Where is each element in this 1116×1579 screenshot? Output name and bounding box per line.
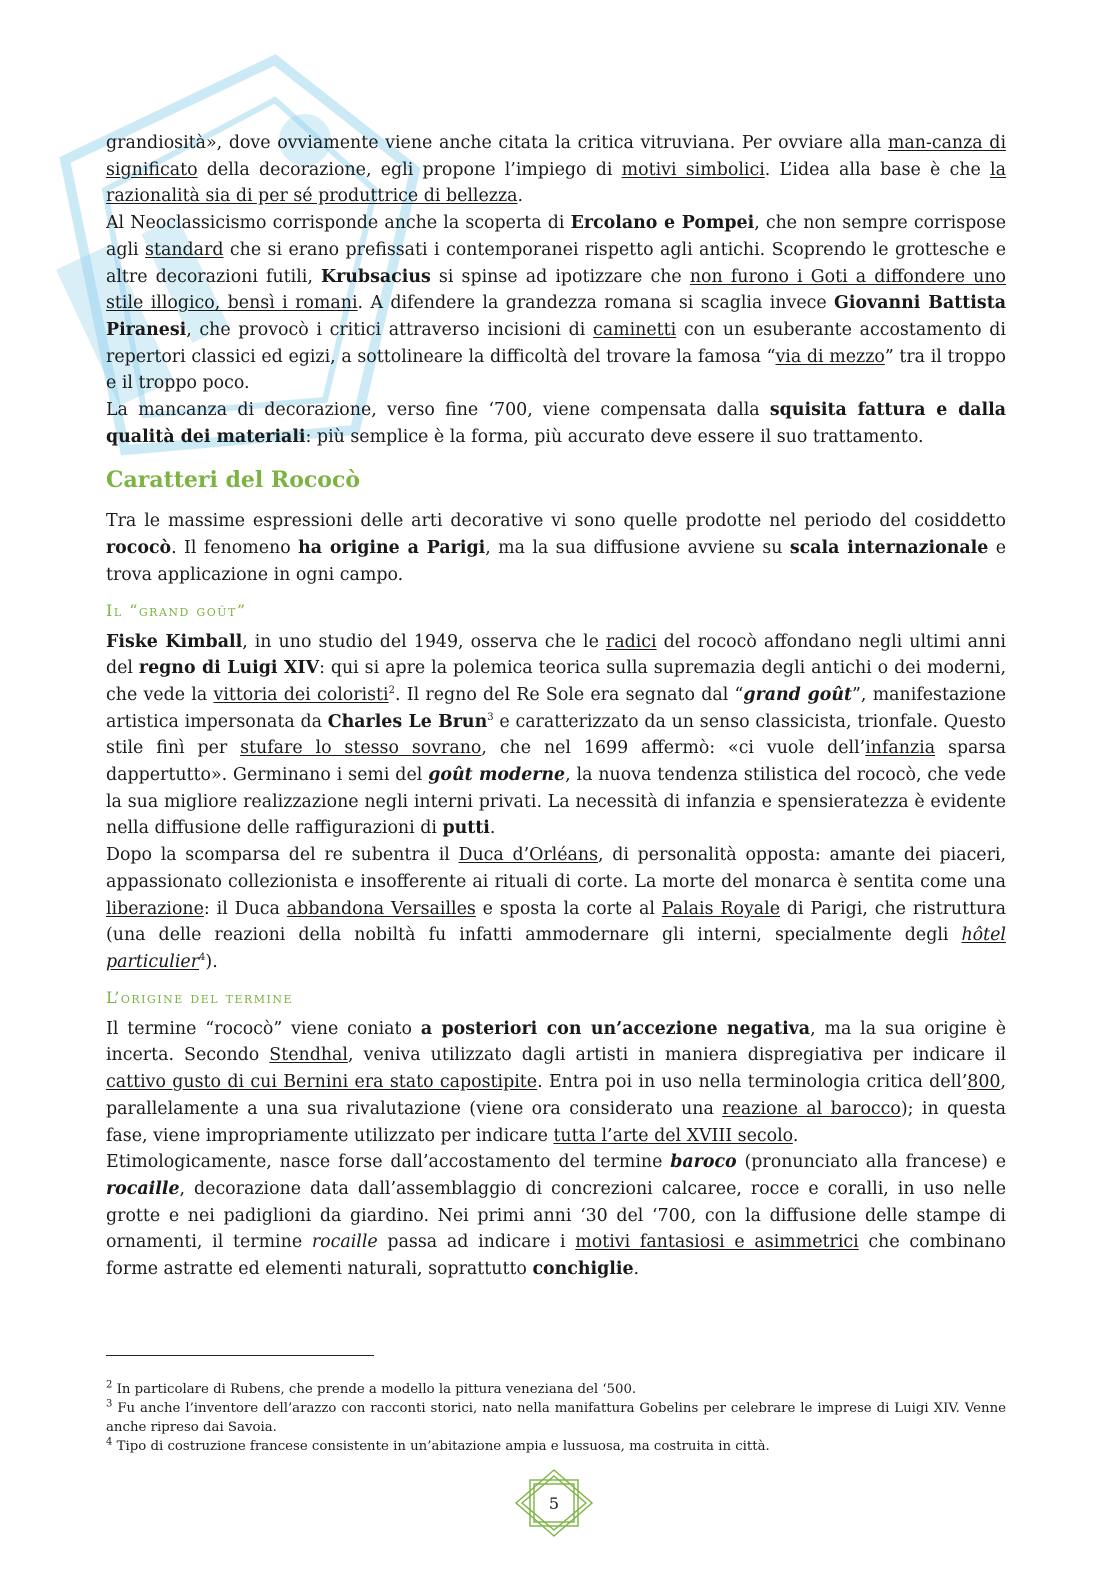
footnote: $^3$ Fu anche l’inventore dell’arazzo con racconti storici, nato nella manifattura Gobelins per celebrare le imprese di Luigi XIV. Venne anche ripreso dai Savoia. (106, 1398, 1007, 1435)
text-run: , di personalità opposta: amante dei piaceri, appassionato collezionista e insofferente ai rituali di corte. La morte del monarca è sentita come una (106, 845, 1007, 892)
footnote-divider (106, 1355, 374, 1356)
text-run: ”, manifestazione artistica impersonata da (106, 684, 1007, 732)
paragraph (106, 842, 1006, 976)
text-run: con un esuberante accostamento di repertori classici ed egizi, a sottolineare la difficoltà del trovare la famosa “ (106, 319, 1006, 367)
text-run: ha origine a Parigi (298, 538, 486, 559)
page-content (106, 130, 1006, 1283)
text-run: . (792, 1125, 799, 1146)
text-run: rocaille (311, 1232, 378, 1253)
text-run: Ercolano e Pompei (570, 213, 755, 234)
text-run: , in uno studio del 1949, osserva che le (242, 631, 606, 652)
text-run: . (489, 818, 496, 839)
text-run: infanzia (865, 738, 936, 759)
text-run: : qui si apre la polemica teorica sulla supremazia degli antichi o dei moderni, che vede la (106, 658, 1006, 705)
text-run: non furono i Goti a diffondere uno stile illogico, bensì i romani (106, 266, 1007, 314)
footnote-ref: 3 (487, 711, 494, 723)
text-run: rococò (106, 538, 172, 559)
text-run: Il termine “rococò” viene coniato (106, 1018, 421, 1039)
subsection-title: L’origine del termine (106, 987, 294, 1007)
text-run: si spinse ad ipotizzare che (430, 266, 690, 287)
text-run: , che provocò i critici attraverso incisioni di (186, 319, 593, 340)
text-run: . (633, 1259, 640, 1280)
footnote: $^2$ In particolare di Rubens, che prende a modello la pittura veneziana del ‘500. (106, 1379, 637, 1397)
text-run: motivi simbolici (621, 159, 765, 180)
text-run: Palais Royale (661, 898, 781, 919)
text-run: Al Neoclassicismo corrisponde anche la scoperta di (106, 213, 571, 234)
paragraph (106, 210, 1006, 397)
text-run: , parallelamente a una sua rivalutazione (viene ora considerato una (106, 1072, 1006, 1119)
paragraph (106, 397, 1006, 450)
text-run: scala internazionale (789, 538, 989, 559)
text-run: hôtel particulier (106, 925, 1006, 972)
text-run: reazione al barocco (722, 1098, 901, 1119)
text-run: standard (145, 239, 224, 260)
text-run: squisita fattura e dalla qualità dei materiali (106, 400, 1006, 447)
text-run: grandiosità», dove ovviamente viene anche citata la critica vitruviana. Per ovviare alla (106, 133, 888, 153)
paragraph (106, 1149, 1006, 1283)
text-run: che combinano forme astratte ed elementi naturali, soprattutto (106, 1232, 1007, 1280)
text-run: . A difendere la grandezza romana si scaglia invece (357, 293, 835, 314)
text-run: ” tra il troppo e il troppo poco. (106, 346, 1006, 394)
text-run: goût moderne (428, 765, 566, 786)
text-run: Dopo la scomparsa del re subentra il (106, 845, 459, 866)
text-run: via di mezzo (775, 346, 885, 367)
text-run: liberazione (106, 898, 204, 919)
text-run: . L’idea alla base è che (764, 159, 991, 180)
text-run: motivi fantasiosi e asimmetrici (575, 1232, 859, 1253)
text-run: Duca d’Orléans (458, 845, 599, 866)
text-run: stufare lo stesso sovrano (240, 738, 482, 759)
text-run: Giovanni Battista Piranesi (106, 293, 1006, 340)
text-run: Etimologicamente, nasce forse dall’accostamento del termine (106, 1152, 671, 1173)
text-run: Fiske Kimball (106, 631, 243, 652)
text-run: . Entra poi in uso nella terminologia critica dell’ (537, 1072, 968, 1093)
text-run: Tra le massime espressioni delle arti decorative vi sono quelle prodotte nel periodo del cosiddetto (106, 511, 1006, 532)
text-run: sparsa dappertutto». Germinano i semi del (106, 738, 1006, 786)
text-run: baroco (670, 1152, 737, 1173)
page-number-badge (508, 1468, 600, 1538)
footnote-ref: 2 (388, 685, 395, 697)
text-run: 800 (967, 1072, 1001, 1093)
text-run: la razionalità sia di per sé produttrice di bellezza (106, 159, 1006, 207)
text-run: La mancanza di decorazione, verso fine ‘700, viene compensata dalla (106, 400, 770, 421)
text-run: , decorazione data dall’assemblaggio di concrezioni calcaree, rocce e coralli, in uso nelle grotte e nei padiglioni da giardino. Nei primi anni ‘30 del ‘700, con la diffusione delle stampe di ornamenti, il termine (106, 1178, 1006, 1253)
footnotes (106, 1380, 1006, 1456)
text-run: ); in questa fase, viene impropriamente utilizzato per indicare (106, 1098, 1006, 1146)
text-run: , ma la sua origine è incerta. Secondo (106, 1018, 1006, 1066)
text-run: man-canza di significato (106, 133, 1006, 180)
section-title: Caratteri del Rococò (106, 467, 361, 494)
text-run: radici (605, 631, 657, 652)
text-run: , che nel 1699 affermò: «ci vuole dell’ (481, 738, 866, 759)
text-run: del rococò affondano negli ultimi anni del (106, 631, 1006, 679)
text-run: regno di Luigi XIV (138, 658, 320, 679)
footnote-ref: 4 (199, 952, 206, 964)
text-run: grand goût (743, 684, 853, 705)
text-run: Charles Le Brun (327, 711, 488, 732)
text-run: , ma la sua diffusione avviene su (485, 538, 790, 559)
text-run: vittoria dei coloristi (213, 684, 389, 705)
text-run: e sposta la corte al (475, 898, 662, 919)
text-run: rocaille (106, 1178, 180, 1199)
page-number: 5 (548, 1493, 560, 1513)
text-run: tutta l’arte del XVIII secolo (553, 1125, 793, 1146)
paragraph (106, 130, 1006, 210)
text-run: . Il fenomeno (171, 538, 299, 559)
text-run: . (517, 186, 524, 207)
paragraph (106, 629, 1006, 843)
text-run: : più semplice è la forma, più accurato deve essere il suo trattamento. (305, 426, 924, 447)
paragraph (106, 1016, 1006, 1150)
text-run: : il Duca (203, 898, 287, 919)
text-run: . Il regno del Re Sole era segnato dal “ (394, 684, 744, 705)
text-run: , che non sempre corrispose agli (106, 213, 1006, 260)
intro-paragraphs (106, 130, 1006, 450)
text-run: conchiglie (532, 1259, 634, 1280)
text-run: che si erano prefissati i contemporanei rispetto agli antichi. Scoprendo le grottesche e altre decorazioni futili, (106, 239, 1006, 287)
subsection-title: Il “grand goût” (106, 600, 247, 620)
text-run: e caratterizzato da un senso classicista, trionfale. Questo stile finì per (106, 711, 1006, 759)
text-run: abbandona Versailles (286, 898, 476, 919)
text-run: ). (205, 951, 218, 972)
paragraph (106, 508, 1006, 588)
text-run: putti (442, 818, 490, 839)
text-run: e trova applicazione in ogni campo. (106, 538, 1006, 585)
text-run: , la nuova tendenza stilistica del rococò, che vede la sua migliore realizzazione negli interni privati. La necessità di infanzia e spensieratezza è evidente nella diffusione delle raffigurazioni di (106, 765, 1007, 839)
text-run: passa ad indicare i (377, 1232, 576, 1253)
footnote: $^4$ Tipo di costruzione francese consistente in un’abitazione ampia e lussuosa, ma costruita in città. (106, 1436, 770, 1454)
text-run: Stendhal (269, 1045, 348, 1066)
text-run: caminetti (592, 319, 677, 340)
text-run: (pronunciato alla francese) e (736, 1152, 1006, 1173)
text-run: cattivo gusto di cui Bernini era stato capostipite (106, 1072, 538, 1093)
text-run: Krubsacius (321, 266, 431, 287)
text-run: , veniva utilizzato dagli artisti in maniera dispregiativa per indicare il (347, 1045, 1007, 1066)
text-run: di Parigi, che ristruttura (una delle reazioni della nobiltà fu infatti ammodernare gli interni, specialmente degli (106, 898, 1006, 946)
text-run: a posteriori con un’accezione negativa (420, 1018, 811, 1039)
text-run: della decorazione, egli propone l’impiego di (197, 159, 622, 180)
